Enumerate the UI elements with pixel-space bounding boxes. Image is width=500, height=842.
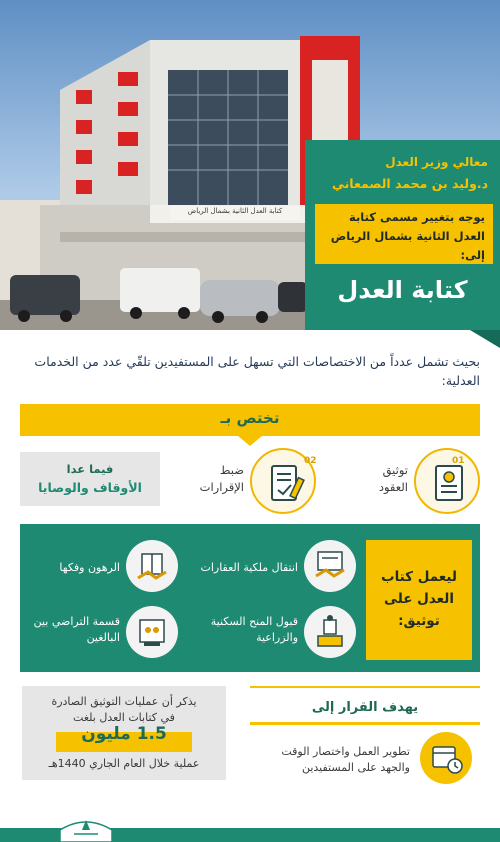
- spec-item-2-label: ضبط الإقرارات: [199, 463, 244, 494]
- notarize-item-2-label: الرهون وفكها: [59, 561, 120, 574]
- stats-line-3: عملية خلال العام الجاري 1440هـ: [48, 757, 200, 770]
- specializes-heading-bar: [20, 404, 480, 436]
- aim-divider-top: [250, 686, 480, 688]
- grant-acceptance-icon: [304, 606, 356, 658]
- new-name-title: كتابة العدل: [337, 276, 468, 304]
- contract-document-icon: [414, 448, 480, 514]
- stats-line-2: في كتابات العدل بلغت: [73, 711, 175, 724]
- spec-item-1-label: توثيق العقود: [378, 463, 408, 494]
- specializes-heading: تختص بـ: [220, 409, 280, 427]
- stats-box: [22, 686, 226, 780]
- minister-title: معالي وزير العدل: [385, 155, 488, 169]
- heading-pointer: [238, 436, 262, 446]
- exception-value: الأوقاف والوصايا: [38, 480, 142, 495]
- building-sign-text: كتابة العدل الثانية بشمال الرياض: [187, 207, 283, 215]
- item-number-02: 02: [304, 456, 317, 466]
- aim-heading: يهدف القرار إلى: [311, 700, 419, 715]
- announcement-card: [305, 140, 500, 330]
- aim-divider: [250, 722, 480, 725]
- notarize-item-4-label: قسمة التراضي بين البالغين: [33, 615, 120, 644]
- stats-figure: 1.5 مليون: [81, 724, 167, 744]
- exception-box: [20, 452, 160, 506]
- amicable-division-icon: [126, 606, 178, 658]
- ministry-logo-icon: [56, 812, 116, 842]
- notarization-heading-box: [366, 540, 472, 660]
- property-transfer-icon: [304, 540, 356, 592]
- minister-name: د.وليد بن محمد الصمعاني: [331, 176, 488, 191]
- aim-text: تطوير العمل واختصار الوقت والجهد على المستفيدين: [281, 745, 410, 774]
- card-fold-decoration: [470, 330, 500, 348]
- stats-line-1: يذكر أن عمليات التوثيق الصادرة: [51, 695, 197, 708]
- mortgage-release-icon: [126, 540, 178, 592]
- item-number-01: 01: [452, 456, 465, 466]
- notarization-heading: ليعمل كتاب العدل على توثيق:: [381, 569, 457, 629]
- exception-label: فيما عدا: [66, 462, 114, 476]
- directive-box: يوجه بتغيير مسمى كتابة العدل الثانية بشمال الرياض إلى:: [315, 204, 493, 264]
- calendar-clock-icon: [420, 732, 472, 784]
- intro-paragraph: بحيث تشمل عدداً من الاختصاصات التي تسهل على المستفيدين تلقّي عدد من الخدمات العدلية:: [34, 354, 480, 388]
- notarize-item-1-label: انتقال ملكية العقارات: [200, 561, 298, 574]
- notarize-item-3-label: قبول المنح السكنية والزراعية: [210, 615, 298, 644]
